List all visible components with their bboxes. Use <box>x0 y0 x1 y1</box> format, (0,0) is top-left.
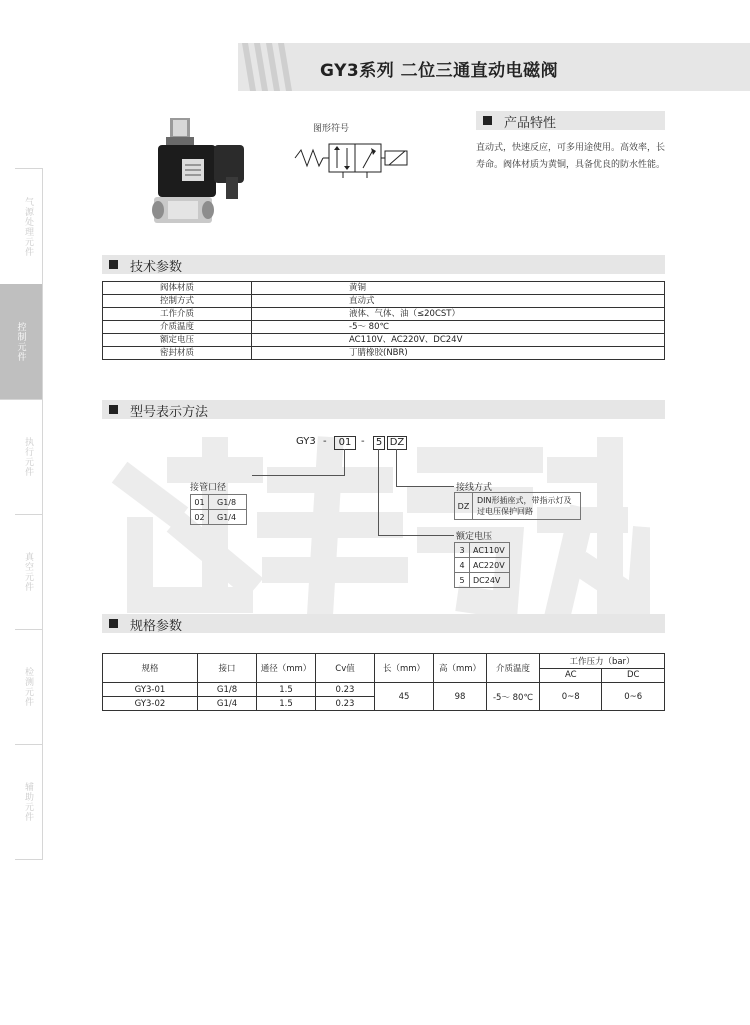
side-nav-item-actuator[interactable]: 执行元件 <box>15 399 42 515</box>
wiring-label: 接线方式 <box>456 483 493 493</box>
model-code-port: 01 <box>334 436 356 450</box>
table-row: 工作介质 液体、气体、油（≤20CST） <box>103 308 665 321</box>
table-header-row: AC DC <box>103 668 665 683</box>
bullet-square-icon <box>483 116 492 125</box>
sizes-section-header: 规格参数 <box>102 614 665 633</box>
voltage-label: 额定电压 <box>456 532 493 542</box>
leader-line <box>344 449 345 475</box>
wiring-table <box>454 492 581 520</box>
leader-line <box>378 449 379 535</box>
port-size-label: 接管口径 <box>190 483 227 493</box>
side-nav-item-air-treatment[interactable]: 气源处理元件 <box>15 169 42 285</box>
bullet-square-icon <box>109 619 118 628</box>
table-row: 密封材质 丁腈橡胶(NBR) <box>103 347 665 360</box>
leader-line <box>378 535 454 536</box>
side-nav-item-accessory[interactable]: 辅助元件 <box>23 781 33 822</box>
table-row: DZ DIN形插座式，带指示灯及过电压保护回路 <box>455 493 581 520</box>
model-prefix: GY3 <box>296 436 316 447</box>
bullet-square-icon <box>109 405 118 414</box>
valve-symbol-diagram <box>293 138 413 180</box>
leader-line <box>396 486 454 487</box>
leader-line <box>252 475 345 476</box>
specs-section-header: 技术参数 <box>102 255 665 274</box>
specs-table <box>102 281 665 360</box>
features-text: 直动式，快速反应，可多用途使用。高效率，长寿命。阀体材质为黄铜，具备优良的防水性能。 <box>476 143 666 170</box>
table-row: 介质温度 -5～ 80℃ <box>103 321 665 334</box>
leader-line <box>396 449 397 486</box>
model-section-header: 型号表示方法 <box>102 400 665 419</box>
features-section-header: 产品特性 <box>476 111 665 130</box>
page-title: GY3系列 二位三通直动电磁阀 <box>320 61 559 81</box>
table-row: 控制方式 直动式 <box>103 295 665 308</box>
port-size-table <box>190 494 247 525</box>
product-photo <box>148 115 258 230</box>
table-header-row: 规格 接口 通径（mm） Cv值 长（mm） 高（mm） 介质温度 工作压力（bar） <box>103 654 665 669</box>
model-dash: - <box>323 436 327 447</box>
table-row: 5 DC24V <box>455 573 510 588</box>
table-row: 阀体材质 黄铜 <box>103 282 665 295</box>
model-dash: - <box>361 436 365 447</box>
symbol-label: 图形符号 <box>313 124 350 134</box>
table-row: 02 G1/4 <box>191 510 247 525</box>
table-row: GY3-02 G1/4 1.5 0.23 <box>103 697 665 711</box>
table-row: 额定电压 AC110V、AC220V、DC24V <box>103 334 665 347</box>
sizes-table <box>102 653 665 711</box>
side-nav-item-vacuum[interactable]: 真空元件 <box>15 514 42 630</box>
table-row: GY3-01 G1/8 1.5 0.23 45 98 -5～ 80℃ 0~8 0~6 <box>103 683 665 697</box>
table-row: 01 G1/8 <box>191 495 247 510</box>
table-row: 3 AC110V <box>455 543 510 558</box>
header-stripes <box>238 43 298 91</box>
table-row: 4 AC220V <box>455 558 510 573</box>
model-code-wiring: DZ <box>387 436 407 450</box>
model-code-voltage: 5 <box>373 436 385 450</box>
side-nav-item-control[interactable]: 控制元件 <box>0 284 42 400</box>
side-nav <box>15 168 43 860</box>
voltage-table <box>454 542 510 588</box>
side-nav-item-sensor[interactable]: 检测元件 <box>15 629 42 745</box>
bullet-square-icon <box>109 260 118 269</box>
